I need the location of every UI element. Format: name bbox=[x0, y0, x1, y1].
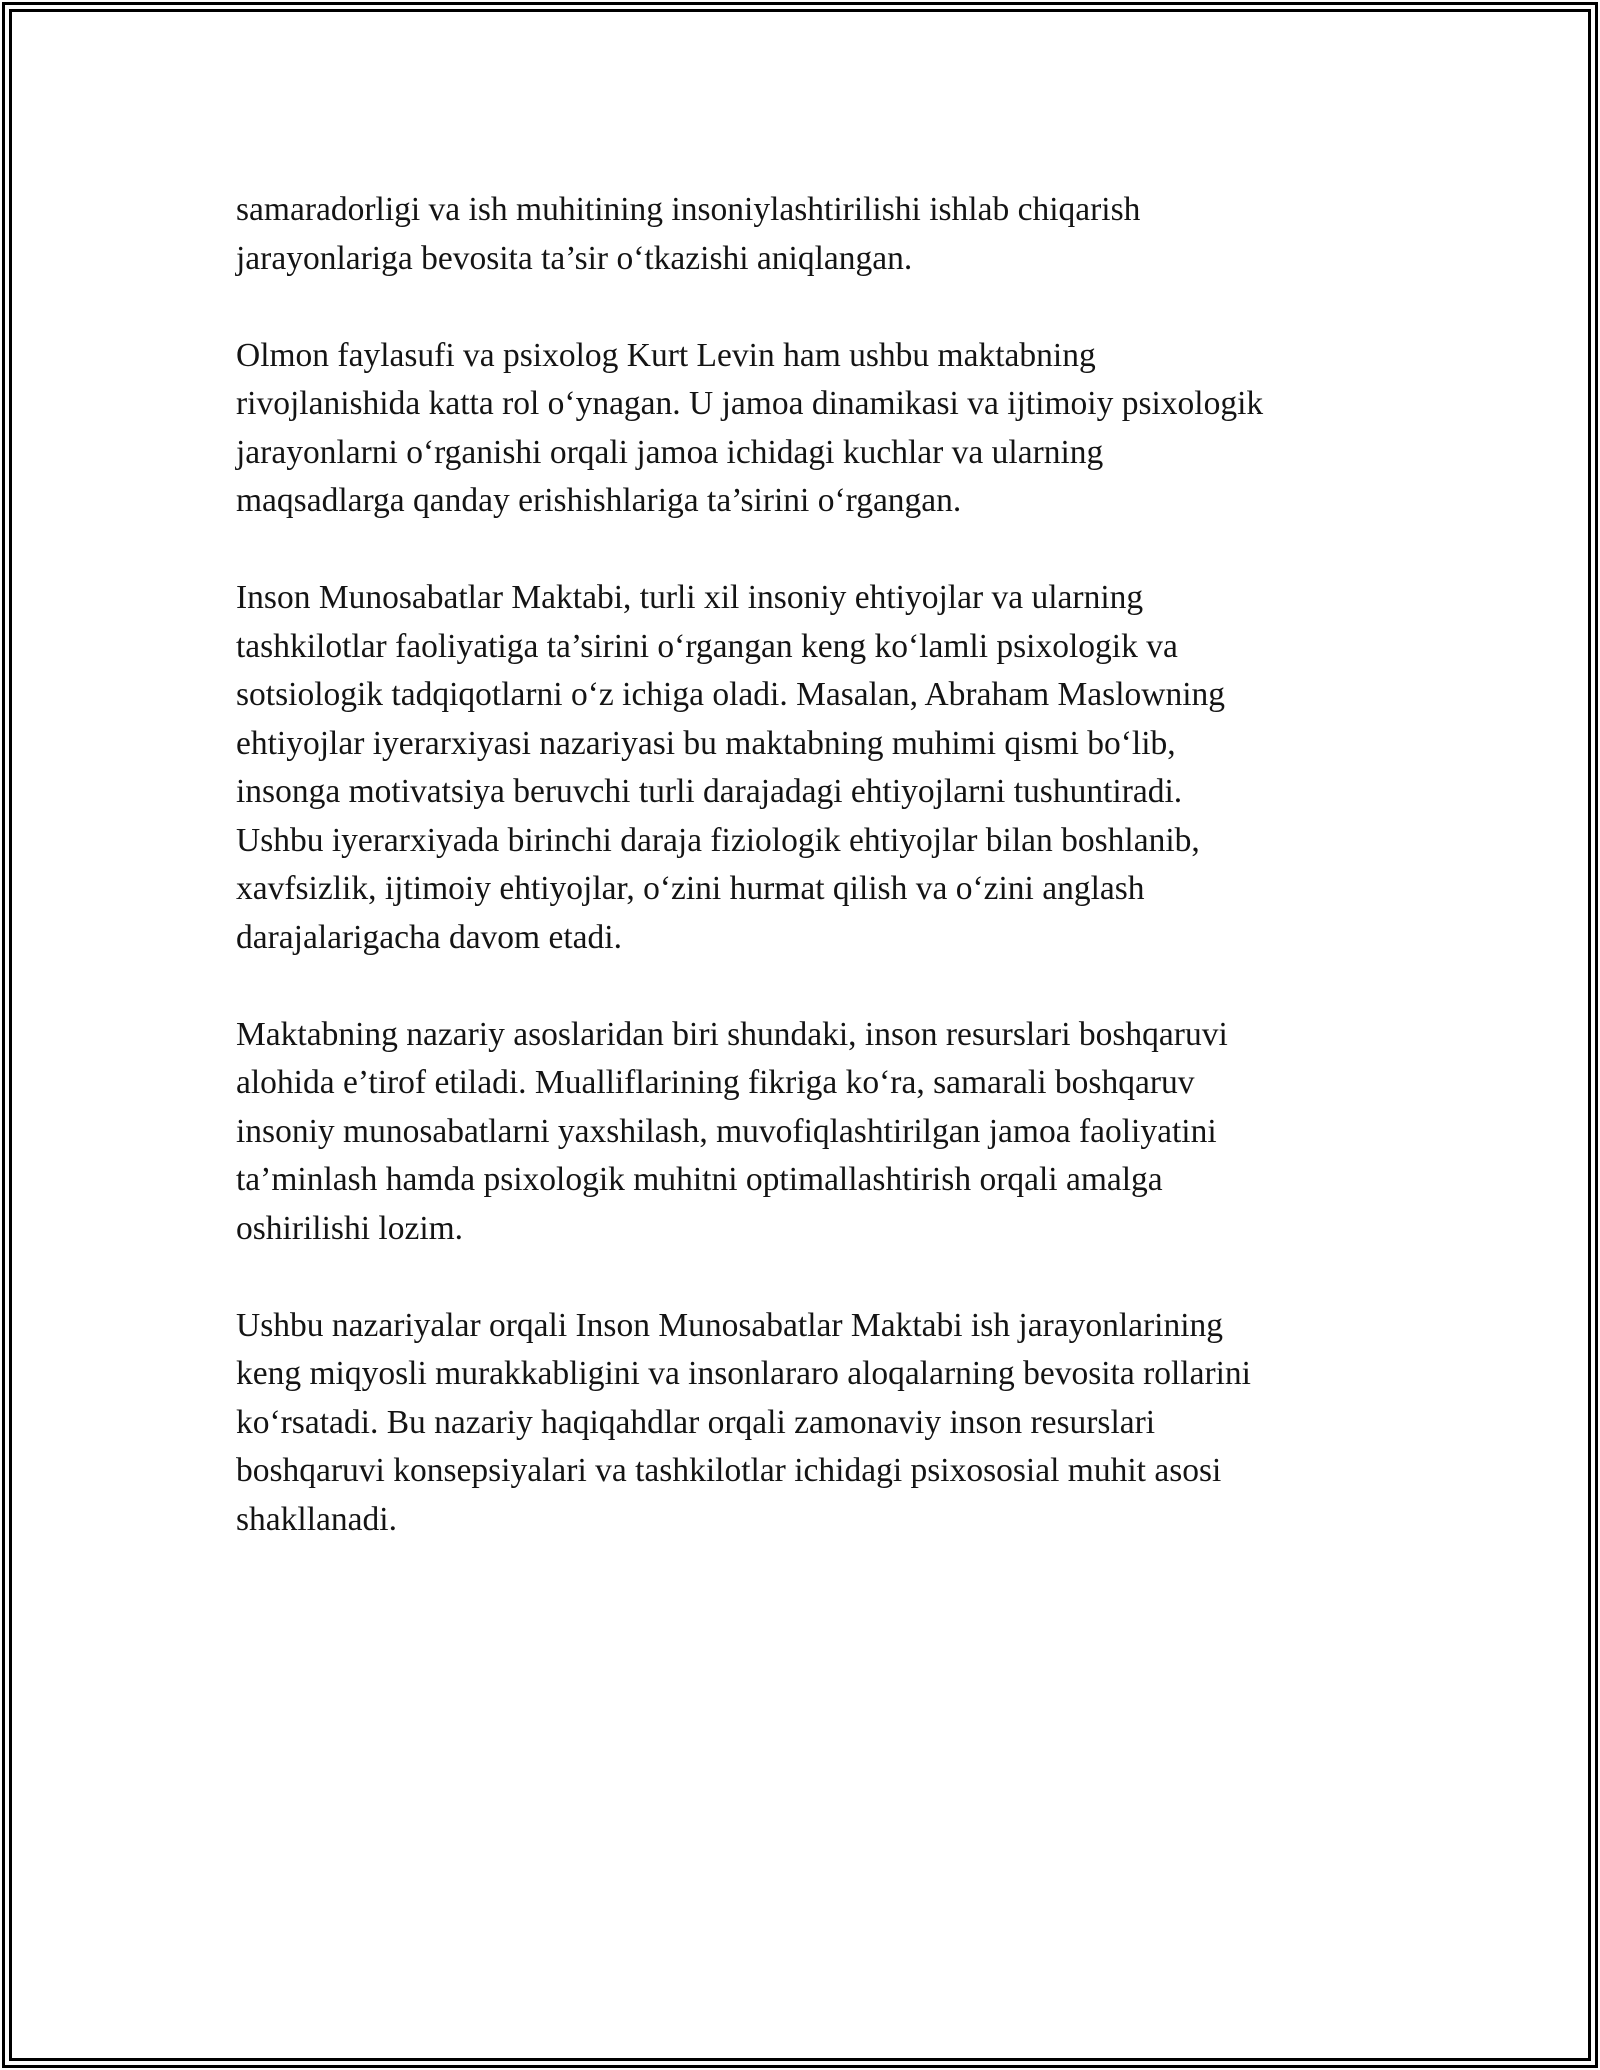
text-line: keng miqyosli murakkabligini va insonlararo aloqalarning bevosita rollarini bbox=[236, 1355, 1251, 1392]
paragraph-4 bbox=[236, 1011, 1396, 1254]
text-line: Ushbu iyerarxiyada birinchi daraja fiziologik ehtiyojlar bilan boshlanib, bbox=[236, 821, 1200, 859]
text-line: boshqaruvi konsepsiyalari va tashkilotlar ichidagi psixososial muhit asosi bbox=[236, 1452, 1222, 1489]
text-line: Ushbu nazariyalar orqali Inson Munosabatlar Maktabi ish jarayonlarining bbox=[236, 1306, 1224, 1344]
text-line: oshirilishi lozim. bbox=[236, 1209, 464, 1247]
text-line: tashkilotlar faoliyatiga ta’sirini o‘rgangan keng ko‘lamli psixologik va bbox=[236, 627, 1178, 665]
document-body bbox=[236, 186, 1396, 1593]
text-line: Inson Munosabatlar Maktabi, turli xil insoniy ehtiyojlar va ularning bbox=[236, 579, 1144, 616]
paragraph-5 bbox=[236, 1302, 1396, 1545]
paragraph-1 bbox=[236, 186, 1396, 283]
paragraph-2 bbox=[236, 332, 1396, 526]
text-line: xavfsizlik, ijtimoiy ehtiyojlar, o‘zini hurmat qilish va o‘zini anglash bbox=[236, 870, 1145, 907]
text-line: maqsadlarga qanday erishishlariga ta’sirini o‘rgangan. bbox=[236, 482, 962, 519]
text-line: rivojlanishida katta rol o‘ynagan. U jamoa dinamikasi va ijtimoiy psixologik bbox=[236, 385, 1264, 422]
text-line: ehtiyojlar iyerarxiyasi nazariyasi bu maktabning muhimi qismi bo‘lib, bbox=[236, 724, 1176, 762]
text-line: jarayonlariga bevosita ta’sir o‘tkazishi aniqlangan. bbox=[236, 239, 913, 277]
text-line: darajalarigacha davom etadi. bbox=[236, 918, 622, 956]
text-line: insonga motivatsiya beruvchi turli darajadagi ehtiyojlarni tushuntiradi. bbox=[236, 773, 1183, 810]
paragraph-3 bbox=[236, 574, 1396, 962]
text-line: ko‘rsatadi. Bu nazariy haqiqahdlar orqali zamonaviy inson resurslari bbox=[236, 1403, 1156, 1441]
text-line: sotsiologik tadqiqotlarni o‘z ichiga oladi. Masalan, Abraham Maslowning bbox=[236, 676, 1226, 713]
text-line: Olmon faylasufi va psixolog Kurt Levin ham ushbu maktabning bbox=[236, 336, 1096, 374]
text-line: alohida e’tirof etiladi. Mualliflarining fikriga ko‘ra, samarali boshqaruv bbox=[236, 1064, 1195, 1101]
text-line: ta’minlash hamda psixologik muhitni optimallashtirish orqali amalga bbox=[236, 1161, 1163, 1198]
text-line: shakllanadi. bbox=[236, 1500, 397, 1538]
text-line: insoniy munosabatlarni yaxshilash, muvofiqlashtirilgan jamoa faoliyatini bbox=[236, 1112, 1217, 1150]
text-line: jarayonlarni o‘rganishi orqali jamoa ichidagi kuchlar va ularning bbox=[236, 433, 1104, 471]
text-line: Maktabning nazariy asoslaridan biri shundaki, inson resurslari boshqaruvi bbox=[236, 1015, 1228, 1053]
text-line: samaradorligi va ish muhitining insoniylashtirilishi ishlab chiqarish bbox=[236, 191, 1141, 228]
